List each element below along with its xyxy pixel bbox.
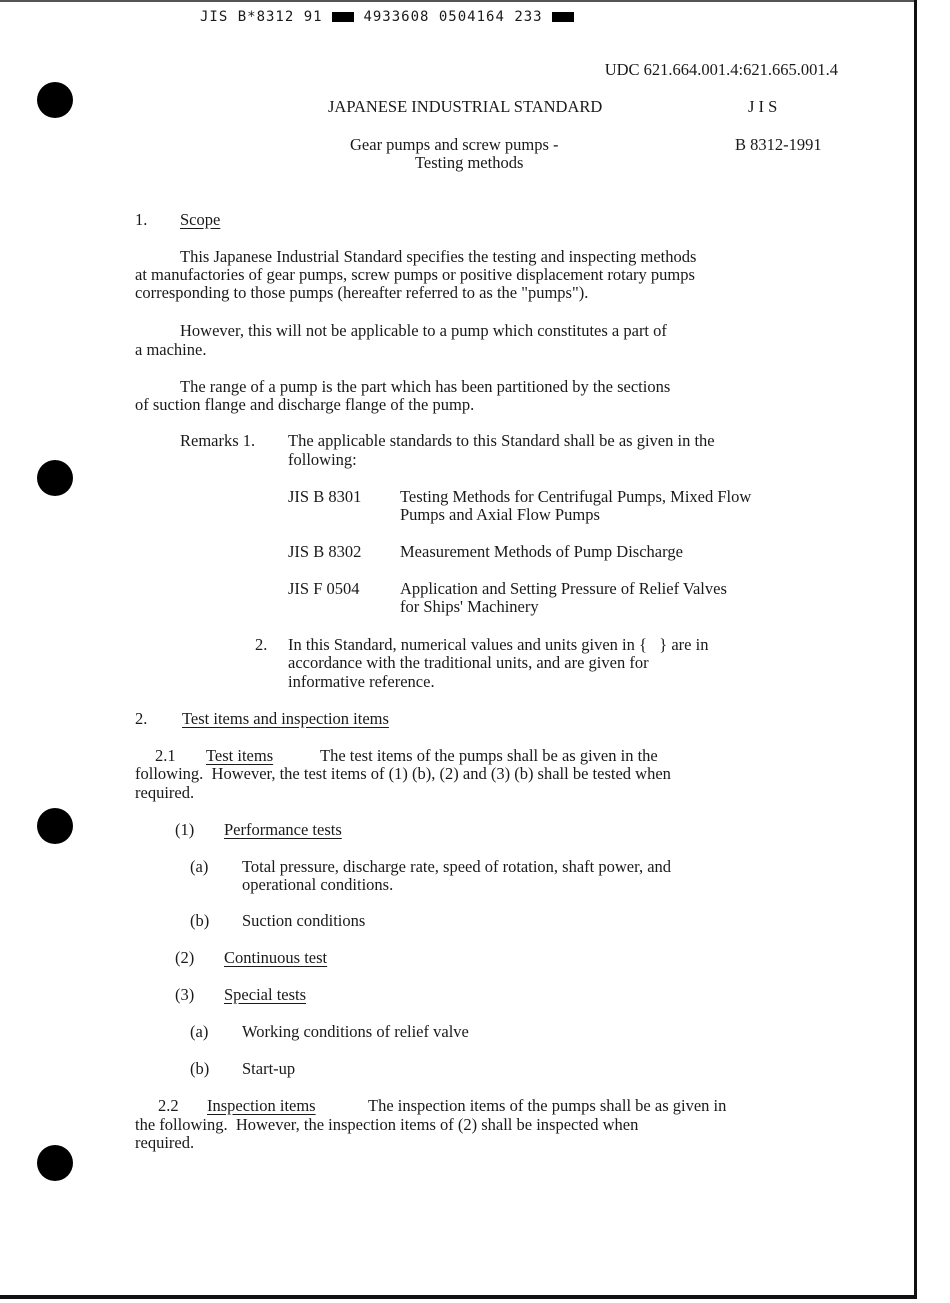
- paragraph-line: required.: [135, 783, 195, 802]
- doc-subtitle: Testing methods: [415, 153, 524, 172]
- subsection-2-2-title: Inspection items: [207, 1096, 316, 1115]
- ref-title: Application and Setting Pressure of Relief Valves: [400, 579, 727, 598]
- remark-line: following:: [288, 450, 357, 469]
- ref-title: Measurement Methods of Pump Discharge: [400, 542, 683, 561]
- section-2-number: 2.: [135, 709, 148, 728]
- item-text: Total pressure, discharge rate, speed of rotation, shaft power, and: [242, 857, 672, 876]
- item-number: (b): [190, 911, 210, 930]
- paragraph-line: This Japanese Industrial Standard specifies the testing and inspecting methods: [180, 247, 697, 266]
- item-text: Working conditions of relief valve: [242, 1022, 469, 1041]
- item-number: (1): [175, 820, 195, 839]
- jis-mark: J I S: [748, 97, 778, 116]
- udc-code: UDC 621.664.001.4:621.665.001.4: [604, 60, 838, 79]
- item-number: (a): [190, 1022, 209, 1041]
- remark-line: The applicable standards to this Standard shall be as given in the: [288, 431, 715, 450]
- ref-title: Pumps and Axial Flow Pumps: [400, 505, 600, 524]
- paragraph-line: The test items of the pumps shall be as given in the: [320, 746, 658, 765]
- punch-hole: [37, 808, 73, 844]
- remark-line: accordance with the traditional units, and are given for: [288, 653, 649, 672]
- section-1-number: 1.: [135, 210, 148, 229]
- ref-title: for Ships' Machinery: [400, 597, 539, 616]
- item-number: (b): [190, 1059, 210, 1078]
- paragraph-line: a machine.: [135, 340, 207, 359]
- ref-code: JIS B 8301: [288, 487, 362, 506]
- subsection-2-2-number: 2.2: [158, 1096, 179, 1115]
- item-text: Suction conditions: [242, 911, 366, 930]
- doc-title: Gear pumps and screw pumps -: [350, 135, 559, 154]
- paragraph-line: at manufactories of gear pumps, screw pumps or positive displacement rotary pumps: [135, 265, 695, 284]
- paragraph-line: The range of a pump is the part which has been partitioned by the sections: [180, 377, 671, 396]
- scan-top-edge: [0, 0, 917, 2]
- item-text: operational conditions.: [242, 875, 394, 894]
- punch-hole: [37, 82, 73, 118]
- remark-2-number: 2.: [255, 635, 268, 654]
- ref-title: Testing Methods for Centrifugal Pumps, Mixed Flow: [400, 487, 752, 506]
- item-label: Continuous test: [224, 948, 328, 967]
- paragraph-line: following. However, the test items of (1) (b), (2) and (3) (b) shall be tested when: [135, 764, 671, 783]
- item-label: Special tests: [224, 985, 307, 1004]
- item-number: (a): [190, 857, 209, 876]
- paragraph-line: required.: [135, 1133, 195, 1152]
- item-number: (3): [175, 985, 195, 1004]
- ref-code: JIS B 8302: [288, 542, 362, 561]
- section-2-title: Test items and inspection items: [182, 709, 389, 728]
- header-code: [200, 8, 574, 26]
- page-bottom-border: [0, 1295, 917, 1299]
- item-label: Performance tests: [224, 820, 342, 839]
- item-number: (2): [175, 948, 195, 967]
- subsection-2-1-number: 2.1: [155, 746, 176, 765]
- page-right-border: [914, 0, 917, 1298]
- punch-hole: [37, 460, 73, 496]
- doc-number: B 8312-1991: [735, 135, 822, 154]
- item-text: Start-up: [242, 1059, 296, 1078]
- remark-line: informative reference.: [288, 672, 435, 691]
- paragraph-line: However, this will not be applicable to a pump which constitutes a part of: [180, 321, 667, 340]
- paragraph-line: corresponding to those pumps (hereafter referred to as the "pumps").: [135, 283, 589, 302]
- remarks-label: Remarks 1.: [180, 431, 256, 450]
- paragraph-line: the following. However, the inspection items of (2) shall be inspected when: [135, 1115, 639, 1134]
- header-code-part1: JIS B*8312 91: [200, 9, 323, 25]
- section-1-title: Scope: [180, 210, 221, 229]
- ref-code: JIS F 0504: [288, 579, 360, 598]
- paragraph-line: of suction flange and discharge flange of the pump.: [135, 395, 475, 414]
- subsection-2-1-title: Test items: [206, 746, 274, 765]
- remark-line: In this Standard, numerical values and units given in { } are in: [288, 635, 709, 654]
- header-code-part2: 4933608 0504164 233: [363, 9, 543, 25]
- paragraph-line: The inspection items of the pumps shall be as given in: [368, 1096, 727, 1115]
- punch-hole: [37, 1145, 73, 1181]
- standard-title: JAPANESE INDUSTRIAL STANDARD: [328, 97, 603, 116]
